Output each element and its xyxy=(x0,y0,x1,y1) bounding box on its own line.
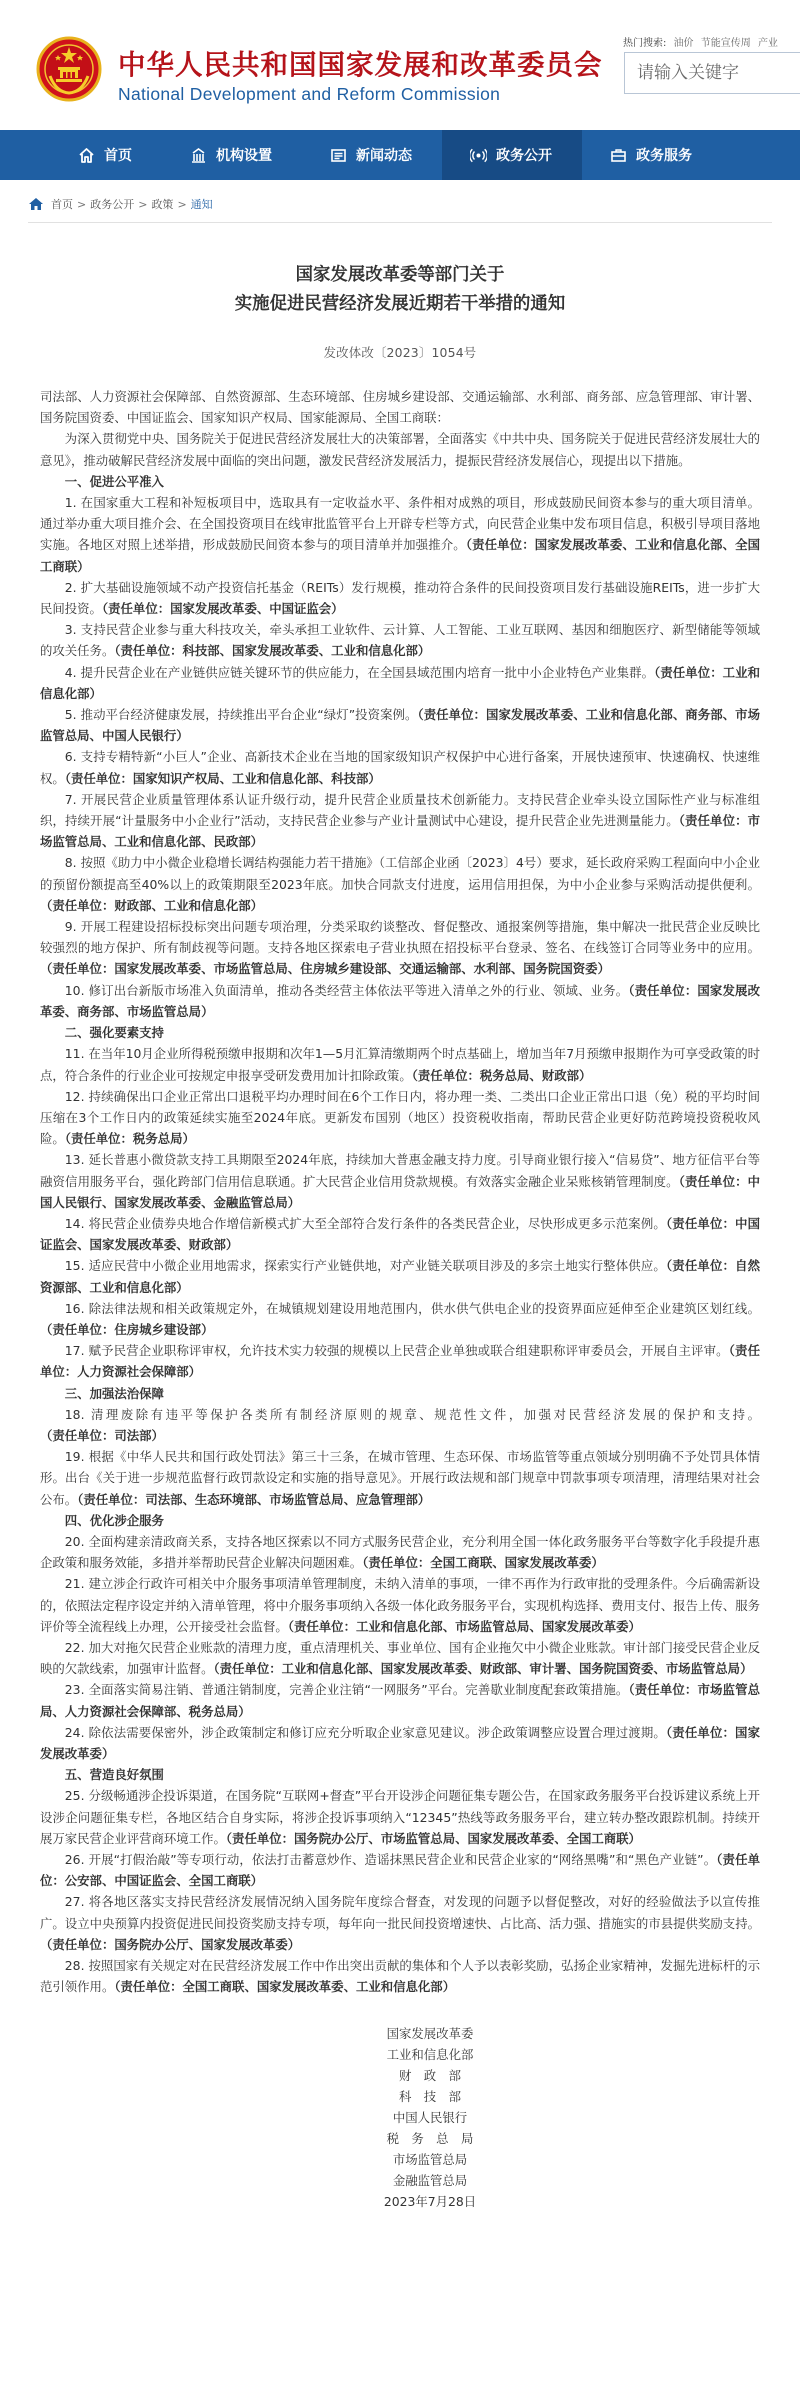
article-paragraph xyxy=(40,852,760,916)
paragraph-text: 20. 全面构建亲清政商关系，支持各地区探索以不同方式服务民营企业，充分利用全国一体化政务服务平台等数字化手段提升惠企政策和服务效能，多措并举帮助民营企业解决问题困难。 xyxy=(40,1533,760,1571)
article-paragraph xyxy=(40,492,760,577)
signoff-agency: 科 技 部 xyxy=(399,2089,461,2105)
nav-item-organization[interactable] xyxy=(162,130,302,180)
section-heading xyxy=(40,1510,760,1531)
article-paragraph xyxy=(40,980,760,1022)
breadcrumb-link-government-affairs[interactable]: 政务公开 xyxy=(90,198,135,211)
article-body xyxy=(40,386,760,1997)
main-nav xyxy=(0,130,800,180)
paragraph-text: 五、营造良好氛围 xyxy=(64,1767,164,1783)
paragraph-text: 28. 按照国家有关规定对在民营经济发展工作中作出突出贡献的集体和个人予以表彰奖励，弘扬企业家精神，发掘先进标杆的示范引领作用。 xyxy=(40,1958,760,1995)
responsible-units: （责任单位：工业和信息化部、市场监管总局、国家发展改革委） xyxy=(287,1618,641,1634)
breadcrumb-link-policy[interactable]: 政策 xyxy=(151,198,174,211)
article-paragraph xyxy=(40,1955,760,1997)
hot-search xyxy=(623,34,778,49)
article xyxy=(0,261,800,2242)
paragraph-text: 1. 在国家重大工程和补短板项目中，选取具有一定收益水平、条件相对成熟的项目，形成鼓励民间资本参与的重大项目清单。通过举办重大项目推介会、在全国投资项目在线审批监管平台上开辟专栏等方式，向民营企业集中发布项目信息，积极引导项目落地实施。各地区对照上述举措，形成鼓励民间资本参与的项目清单并加强推介。 xyxy=(40,495,760,553)
search-input[interactable] xyxy=(625,53,800,93)
search-box xyxy=(624,52,800,94)
breadcrumb-separator: > xyxy=(177,197,187,211)
paragraph-text: 26. 开展“打假治敲”等专项行动，依法打击蓄意炒作、造谣抹黑民营企业和民营企业家的“网络黑嘴”和“黑色产业链”。 xyxy=(64,1852,717,1868)
article-paragraph xyxy=(40,577,760,619)
broadcast-icon xyxy=(470,147,487,164)
article-paragraph xyxy=(40,1213,760,1255)
breadcrumb-container xyxy=(0,196,800,223)
paragraph-text: 23. 全面落实简易注销、普通注销制度，完善企业注销“一网服务”平台。完善歇业制度配套政策措施。 xyxy=(64,1682,629,1698)
section-heading xyxy=(40,1764,760,1785)
signoff-agency: 市场监管总局 xyxy=(392,2152,468,2168)
paragraph-text: 16. 除法律法规和相关政策规定外，在城镇规划建设用地范围内，供水供气供电企业的投资界面应延伸至企业建筑区划红线。 xyxy=(64,1300,760,1316)
paragraph-text: 11. 在当年10月企业所得税预缴申报期和次年1—5月汇算清缴期两个时点基础上，增加当年7月预缴申报期作为可享受政策的时点，符合条件的行业企业可按规定申报享受研发费用加计扣除政策。 xyxy=(40,1046,760,1083)
paragraph-text: 17. 赋予民营企业职称评审权，允许技术实力较强的规模以上民营企业单独或联合组建职称评审委员会，开展自主评审。 xyxy=(64,1343,729,1359)
paragraph-text: 7. 开展民营企业质量管理体系认证升级行动，提升民营企业质量技术创新能力。支持民营企业牵头设立国际性产业与标准组织，持续开展“计量服务中小企业行”活动，支持民营企业参与产业计量测试中心建设，提升民营企业先进测量能力。 xyxy=(40,791,760,829)
signoff-agency: 金融监管总局 xyxy=(392,2173,468,2189)
article-paragraph xyxy=(40,1340,760,1382)
news-icon xyxy=(330,147,347,164)
article-paragraph xyxy=(40,704,760,746)
section-heading xyxy=(40,471,760,492)
article-paragraph xyxy=(40,1446,760,1510)
nav-item-government-affairs[interactable] xyxy=(442,130,582,180)
article-paragraph xyxy=(40,619,760,661)
paragraph-text: 9. 开展工程建设招标投标突出问题专项治理，分类采取约谈整改、督促整改、通报案例等措施，集中解决一批民营企业反映比较强烈的地方保护、所有制歧视等问题。支持各地区探索电子营业执照在招投标平台登录、签名、在线签订合同等业务中的应用。 xyxy=(40,919,760,956)
responsible-units: （责任单位：国家发展改革委、中国证监会） xyxy=(101,601,344,617)
nav-item-home[interactable] xyxy=(50,130,162,180)
responsible-units: （责任单位：国家发展改革委） xyxy=(40,1724,760,1761)
paragraph-text: 4. 提升民营企业在产业链供应链关键环节的供应能力，在全国县域范围内培育一批中小企业特色产业集群。 xyxy=(64,664,655,680)
paragraph-text: 18. 清理废除有违平等保护各类所有制经济原则的规章、规范性文件，加强对民营经济发展的保护和支持。 xyxy=(64,1406,760,1422)
breadcrumb-separator: > xyxy=(138,197,148,211)
article-paragraph xyxy=(40,1722,760,1764)
article-paragraph xyxy=(40,1298,760,1340)
article-paragraph xyxy=(40,789,760,853)
article-paragraph xyxy=(40,662,760,704)
paragraph-text: 10. 修订出台新版市场准入负面清单，推动各类经营主体依法平等进入清单之外的行业、领域、业务。 xyxy=(64,982,629,998)
site-header xyxy=(0,0,800,130)
paragraph-text: 四、优化涉企服务 xyxy=(64,1512,164,1528)
site-title[interactable] xyxy=(118,42,603,105)
breadcrumb-link-home[interactable]: 首页 xyxy=(51,198,73,211)
national-emblem-icon xyxy=(36,36,102,102)
responsible-units: （责任单位：财政部、工业和信息化部） xyxy=(40,897,264,913)
paragraph-text: 25. 分级畅通涉企投诉渠道，在国务院“互联网+督查”平台开设涉企问题征集专题公告，在国家政务服务平台投诉建议系统上开设涉企问题征集专栏，各地区结合自身实际，将涉企投诉事项纳入“12345”热线等政务服务平台，建立转办整改跟踪机制。持续开展万家民营企业评营商环境工作。 xyxy=(40,1788,760,1846)
responsible-units: （责任单位：工业和信息化部） xyxy=(40,664,760,701)
home-icon xyxy=(28,197,44,211)
paragraph-text: 3. 支持民营企业参与重大科技攻关，牵头承担工业软件、云计算、人工智能、工业互联网、基因和细胞医疗、新型储能等领域的攻关任务。 xyxy=(40,622,760,659)
responsible-units: （责任单位：国务院办公厅、市场监管总局、国家发展改革委、全国工商联） xyxy=(225,1830,641,1846)
article-title-line: 实施促进民营经济发展近期若干举措的通知 xyxy=(234,294,566,314)
nav-item-label: 政务公开 xyxy=(496,148,552,164)
paragraph-text: 19. 根据《中华人民共和国行政处罚法》第三十三条，在城市管理、生态环保、市场监管等重点领域分别明确不予处罚具体情形。出台《关于进一步规范监督行政罚款设定和实施的指导意见》。开展行政法规和部门规章中罚款事项专项清理，清理结果对社会公布。 xyxy=(40,1449,760,1507)
breadcrumb xyxy=(28,196,772,223)
breadcrumb-separator: > xyxy=(77,197,87,211)
home-icon xyxy=(78,147,95,164)
responsible-units: （责任单位：国务院办公厅、国家发展改革委） xyxy=(40,1936,301,1952)
article-title-line: 国家发展改革委等部门关于 xyxy=(295,265,505,285)
nav-item-services[interactable] xyxy=(582,130,722,180)
hot-search-item[interactable]: 产业 xyxy=(757,38,778,49)
hot-search-label: 热门搜索: xyxy=(623,38,667,49)
paragraph-text: 21. 建立涉企行政许可相关中介服务事项清单管理制度，未纳入清单的事项，一律不再作为行政审批的受理条件。今后确需新设的，依照法定程序设定并纳入清单管理，将中介服务事项纳入各级一体化政务服务平台，实现机构选择、费用支付、报告上传、服务评价等全流程线上办理，公开接受社会监督。 xyxy=(40,1576,760,1634)
article-paragraph xyxy=(40,1531,760,1573)
signoff-block xyxy=(360,2023,500,2212)
breadcrumb-current: 通知 xyxy=(190,198,213,211)
paragraph-text: 8. 按照《助力中小微企业稳增长调结构强能力若干措施》（工信部企业函〔2023〕4号）要求，延长政府采购工程面向中小企业的预留份额提高至40%以上的政策期限至2023年底。加快合同款支付进度，运用信用担保，为中小企业参与采购活动提供便利。 xyxy=(40,855,760,892)
paragraph-text: 6. 支持专精特新“小巨人”企业、高新技术企业在当地的国家级知识产权保护中心进行备案，开展快速预审、快速确权、快速维权。 xyxy=(40,749,760,786)
nav-item-label: 新闻动态 xyxy=(356,148,412,164)
signoff-agency: 国家发展改革委 xyxy=(386,2026,474,2042)
article-paragraph xyxy=(40,916,760,980)
paragraph-text: 24. 除依法需要保密外，涉企政策制定和修订应充分听取企业家意见建议。涉企政策调整应设置合理过渡期。 xyxy=(64,1724,666,1740)
responsible-units: （责任单位：中国人民银行、国家发展改革委、金融监管总局） xyxy=(40,1173,760,1210)
building-icon xyxy=(190,147,207,164)
paragraph-text: 22. 加大对拖欠民营企业账款的清理力度，重点清理机关、事业单位、国有企业拖欠中小微企业账款。审计部门接受民营企业反映的欠款线索，加强审计监督。 xyxy=(40,1639,760,1677)
responsible-units: （责任单位：住房城乡建设部） xyxy=(40,1321,214,1337)
responsible-units: （责任单位：税务总局） xyxy=(64,1131,195,1147)
nav-item-label: 首页 xyxy=(104,148,132,164)
paragraph-text: 5. 推动平台经济健康发展，持续推出平台企业“绿灯”投资案例。 xyxy=(64,707,418,723)
hot-search-item[interactable]: 节能宣传周 xyxy=(700,38,751,49)
article-paragraph xyxy=(40,1149,760,1213)
signoff-agency: 中国人民银行 xyxy=(392,2110,468,2126)
responsible-units: （责任单位：全国工商联、国家发展改革委） xyxy=(362,1555,604,1571)
responsible-units: （责任单位：税务总局、财政部） xyxy=(411,1067,592,1083)
responsible-units: （责任单位：公安部、中国证监会、全国工商联） xyxy=(40,1852,760,1889)
paragraph-text: 为深入贯彻党中央、国务院关于促进民营经济发展壮大的决策部署，全面落实《中共中央、国务院关于促进民营经济发展壮大的意见》，推动破解民营经济发展中面临的突出问题，激发民营经济发展活力，提振民营经济发展信心，现提出以下措施。 xyxy=(40,431,760,468)
article-paragraph xyxy=(40,1043,760,1085)
article-paragraph xyxy=(40,1404,760,1446)
responsible-units: （责任单位：国家发展改革委、工业和信息化部、商务部、市场监管总局、中国人民银行） xyxy=(40,707,760,744)
article-paragraph xyxy=(40,1849,760,1891)
article-title xyxy=(40,261,760,319)
responsible-units: （责任单位：国家发展改革委、市场监管总局、住房城乡建设部、交通运输部、水利部、国务院国资委） xyxy=(40,961,610,977)
paragraph-text: 2. 扩大基础设施领域不动产投资信托基金（REITs）发行规模，推动符合条件的民间投资项目发行基础设施REITs，进一步扩大民间投资。 xyxy=(40,579,760,617)
article-paragraph xyxy=(40,1255,760,1297)
article-paragraph xyxy=(40,1637,760,1679)
article-paragraph xyxy=(40,1573,760,1637)
article-paragraph xyxy=(40,1891,760,1955)
site-title-cn: 中华人民共和国国家发展和改革委员会 xyxy=(118,49,603,81)
responsible-units: （责任单位：司法部、生态环境部、市场监管总局、应急管理部） xyxy=(77,1491,431,1507)
nav-item-news[interactable] xyxy=(302,130,442,180)
responsible-units: （责任单位：国家发展改革委、商务部、市场监管总局） xyxy=(40,982,760,1019)
responsible-units: （责任单位：科技部、国家发展改革委、工业和信息化部） xyxy=(114,643,431,659)
paragraph-text: 一、促进公平准入 xyxy=(64,473,164,489)
hot-search-item[interactable]: 油价 xyxy=(673,38,694,49)
responsible-units: （责任单位：司法部） xyxy=(40,1427,164,1443)
briefcase-icon xyxy=(610,147,627,164)
responsible-units: （责任单位：全国工商联、国家发展改革委、工业和信息化部） xyxy=(114,1979,456,1995)
article-paragraph xyxy=(40,1785,760,1849)
signoff-agency: 工业和信息化部 xyxy=(386,2047,474,2063)
section-heading xyxy=(40,1383,760,1404)
section-heading xyxy=(40,1022,760,1043)
signoff-agency: 财 政 部 xyxy=(399,2068,461,2084)
addressee-paragraph xyxy=(40,386,760,428)
signoff-agency: 税 务 总 局 xyxy=(386,2131,474,2147)
paragraph-text: 二、强化要素支持 xyxy=(64,1025,164,1041)
article-paragraph xyxy=(40,428,760,470)
nav-item-label: 政务服务 xyxy=(636,148,692,164)
paragraph-text: 12. 持续确保出口企业正常出口退税平均办理时间在6个工作日内，将办理一类、二类出口企业正常出口退（免）税的平均时间压缩在3个工作日内的政策延续实施至2024年底。更新发布国别（地区）投资税收指南，帮助民营企业更好防范跨境投资税收风险。 xyxy=(40,1088,760,1147)
site-title-en: National Development and Reform Commission xyxy=(118,84,501,104)
responsible-units: （责任单位：国家发展改革委、工业和信息化部、全国工商联） xyxy=(40,537,760,574)
article-paragraph xyxy=(40,1086,760,1150)
responsible-units: （责任单位：国家知识产权局、工业和信息化部、科技部） xyxy=(64,770,381,786)
signoff-date: 2023年7月28日 xyxy=(383,2194,477,2210)
paragraph-text: 13. 延长普惠小微贷款支持工具期限至2024年底，持续加大普惠金融支持力度。引导商业银行接入“信易贷”、地方征信平台等融资信用服务平台，强化跨部门信用信息联通。扩大民营企业信用贷款规模。有效落实金融企业呆账核销管理制度。 xyxy=(40,1152,760,1189)
responsible-units: （责任单位：市场监管总局、人力资源社会保障部、税务总局） xyxy=(40,1682,760,1719)
nav-item-label: 机构设置 xyxy=(216,148,272,164)
article-paragraph xyxy=(40,746,760,788)
responsible-units: （责任单位：市场监管总局、工业和信息化部、民政部） xyxy=(40,813,760,850)
article-paragraph xyxy=(40,1679,760,1721)
paragraph-text: 15. 适应民营中小微企业用地需求，探索实行产业链供地，对产业链关联项目涉及的多宗土地实行整体供应。 xyxy=(64,1258,666,1274)
responsible-units: （责任单位：工业和信息化部、国家发展改革委、财政部、审计署、国务院国资委、市场监管总局） xyxy=(213,1661,753,1677)
paragraph-text: 三、加强法治保障 xyxy=(64,1385,164,1401)
paragraph-text: 27. 将各地区落实支持民营经济发展情况纳入国务院年度综合督查，对发现的问题予以督促整改，对好的经验做法予以宣传推广。设立中央预算内投资促进民间投资奖励支持专项，每年向一批民间投资增速快、占比高、活力强、措施实的市县提供奖励支持。 xyxy=(40,1894,760,1931)
document-number: 发改体改〔2023〕1054号 xyxy=(323,345,477,360)
responsible-units: （责任单位：人力资源社会保障部） xyxy=(40,1343,760,1380)
paragraph-text: 司法部、人力资源社会保障部、自然资源部、生态环境部、住房城乡建设部、交通运输部、水利部、商务部、应急管理部、审计署、国务院国资委、中国证监会、国家知识产权局、国家能源局、全国工商联： xyxy=(40,389,760,426)
responsible-units: （责任单位：中国证监会、国家发展改革委、财政部） xyxy=(40,1215,760,1253)
responsible-units: （责任单位：自然资源部、工业和信息化部） xyxy=(40,1258,760,1295)
paragraph-text: 14. 将民营企业债券央地合作增信新模式扩大至全部符合发行条件的各类民营企业，尽快形成更多示范案例。 xyxy=(64,1215,666,1231)
